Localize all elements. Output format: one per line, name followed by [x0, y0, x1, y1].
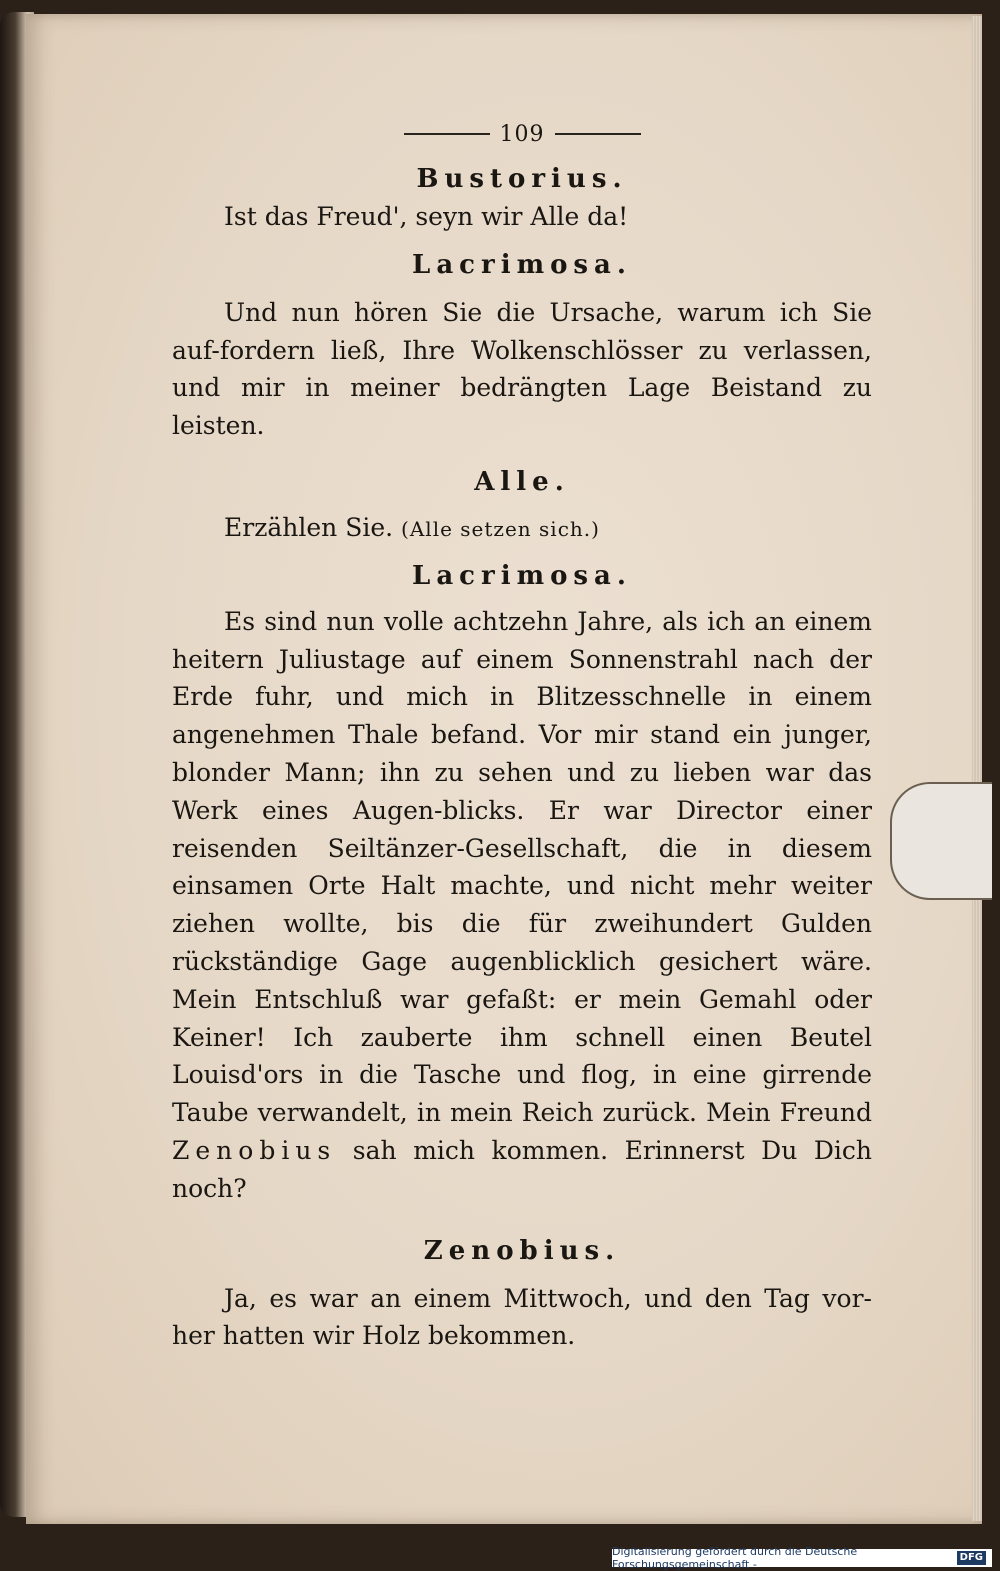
paragraph-lacrimosa-2-part-1: Es sind nun volle achtzehn Jahre, als ich an einem heitern Juliustage auf einem Sonnenstrahl nach der Erde fuhr, und mich in Blitzesschnelle in einem angenehmen Thale befand. Vor mir stand ein junger, blonder Mann; ihn zu sehen und zu lieben war das Werk eines Augen-blicks. Er war Director einer reisenden Seiltänzer-Gesellschaft, die in diesem einsamen Orte Halt machte, und nicht mehr weiter ziehen wollte, bis die für zweihundert Gulden rückständige Gage augenblicklich gesichert wäre. Mein Entschluß war gefaßt: er mein Gemahl oder Keiner! Ich zauberte ihm schnell einen Beutel Louisd'ors in die Tasche und flog, in eine girrende Taube verwandelt, in mein Reich zurück. Mein Freund [172, 606, 872, 1128]
speaker-alle: Alle. [474, 466, 570, 497]
paragraph-zenobius: Ja, es war an einem Mittwoch, und den Tag vor-her hatten wir Holz bekommen. [172, 1283, 872, 1351]
paragraph-lacrimosa-2-part-2: sah mich kommen. Erinnerst Du Dich noch? [172, 1135, 872, 1203]
line-bustorius: Ist das Freud', seyn wir Alle da! [224, 202, 629, 231]
dfg-logo: DFG [957, 1551, 986, 1565]
page-text [172, 112, 872, 1355]
bookmark-tab [890, 782, 992, 900]
speaker-lacrimosa-1: Lacrimosa. [412, 249, 632, 280]
header-rule-left [404, 133, 490, 135]
line-alle-text: Erzählen Sie. [224, 512, 394, 542]
speaker-zenobius: Zenobius. [423, 1235, 621, 1266]
page-header [172, 112, 872, 156]
page-edge [972, 16, 982, 1521]
footer-text: Digitalisierung gefördert durch die Deutsche Forschungsgemeinschaft - [612, 1545, 858, 1571]
paragraph-lacrimosa-1: Und nun hören Sie die Ursache, warum ich Sie auf-fordern ließ, Ihre Wolkenschlösser zu verlassen, und mir in meiner bedrängten Lage Beistand zu leisten. [172, 297, 872, 441]
paragraph-lacrimosa-2 [172, 603, 872, 1208]
header-rule-right [555, 133, 641, 135]
name-zenobius: Zenobius [172, 1135, 337, 1165]
speaker-lacrimosa-2: Lacrimosa. [412, 560, 632, 591]
digitization-footer [612, 1545, 992, 1571]
stage-direction: (Alle setzen sich.) [401, 516, 600, 541]
page-number: 109 [499, 121, 545, 147]
line-alle [172, 509, 872, 549]
speaker-bustorius: Bustorius. [416, 164, 628, 194]
